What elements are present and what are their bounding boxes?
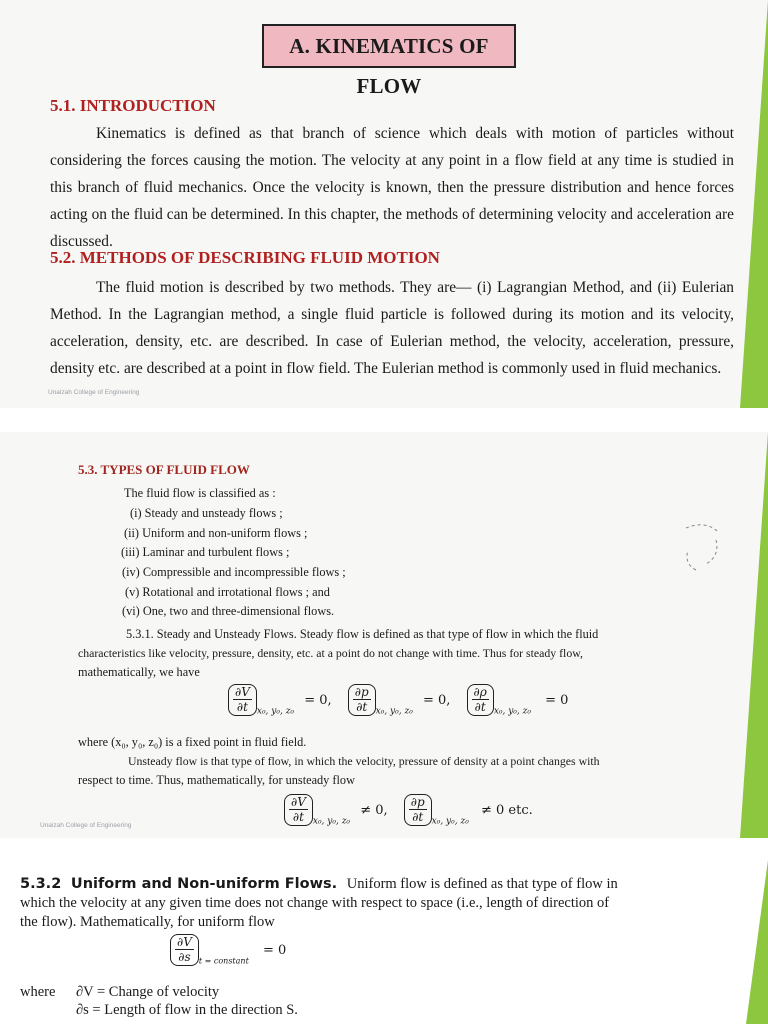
definition-dv: ∂V = Change of velocity (76, 984, 220, 1000)
list-item: (ii) Uniform and non-uniform flows ; (124, 526, 308, 540)
uniform-flow-heading-line (20, 876, 618, 893)
fixed-point-note: where (x₀, y₀, z₀) is a fixed point in fluid field. (78, 735, 307, 749)
section-heading-uniform: Uniform and Non-uniform Flows. (70, 876, 338, 892)
slide-footer: Unaizah College of Engineering (48, 389, 140, 396)
green-accent-bar (746, 860, 768, 1024)
chapter-title: A. KINEMATICS OF FLOW (262, 24, 516, 68)
slide-types-of-flow (0, 432, 768, 838)
uniform-definition-line: which the velocity at any given time does not change with respect to space (i.e., length of direction of (20, 895, 610, 911)
definition-ds: ∂s = Length of flow in the direction S. (76, 1002, 298, 1018)
slide-gap (0, 408, 768, 432)
methods-paragraph: The fluid motion is described by two methods. They are— (i) Lagrangian Method, and (ii) Eulerian Method. In the Lagrangian method, a single fluid particle is followed during its motion and its velocity, acceleration, density, etc. are described. In case of Eulerian method, the velocity, acceleration, pressure, density etc. are described at a point in flow field. The Eulerian method is commonly used in fluid mechanics. (50, 279, 734, 377)
green-accent-bar (740, 0, 768, 408)
uniform-definition-line: the flow). Mathematically, for uniform flow (20, 914, 275, 930)
pencil-scribble-mark (676, 520, 726, 580)
steady-flow-equation: $\frac{\partial V}{\partial t} _{x_0, y_0, z_0} = 0$, $\frac{\partial p}{\partial t} _{x_0, y_0, z_0} = 0$, $\frac{\partial\rho}{\partial t} _{x_0, y_0, z_0} = 0$ (228, 684, 568, 717)
section-heading-types: 5.3. TYPES OF FLUID FLOW (78, 462, 250, 477)
section-number: 5.3.2 (20, 876, 62, 892)
uniform-definition-text: Uniform flow is defined as that type of flow in (346, 876, 618, 892)
slide-footer: Unaizah College of Engineering (40, 822, 132, 829)
list-item: (iv) Compressible and incompressible flows ; (122, 565, 346, 579)
classification-intro: The fluid flow is classified as : (124, 486, 276, 500)
slide-introduction (0, 0, 768, 408)
list-item: (vi) One, two and three-dimensional flows. (122, 604, 335, 618)
list-item: (v) Rotational and irrotational flows ; and (125, 585, 330, 599)
unsteady-definition-line: respect to time. Thus, mathematically, for unsteady flow (78, 773, 355, 787)
unsteady-flow-equation: $\frac{\partial V}{\partial t} _{x_0, y_0, z_0} \ne 0$, $\frac{\partial p}{\partial t} _{x_0, y_0, z_0} \ne 0$ etc. (284, 794, 533, 827)
introduction-paragraph: Kinematics is defined as that branch of science which deals with motion of particles without considering the forces causing the motion. The velocity at any point in a flow field at any time is studied in this branch of fluid mechanics. Once the velocity is known, then the pressure distribution and hence forces acting on the fluid can be determined. In this chapter, the methods of determining velocity and acceleration are discussed. (50, 125, 734, 250)
list-item: (iii) Laminar and turbulent flows ; (121, 545, 290, 559)
steady-definition-line: mathematically, we have (78, 665, 200, 679)
section-heading-methods: 5.2. METHODS OF DESCRIBING FLUID MOTION (50, 248, 440, 267)
where-label: where (20, 984, 56, 1000)
uniform-flow-equation: $\frac{\partial V}{\partial s} _{t = constant} = 0$ (170, 934, 286, 966)
slide-gap (0, 838, 768, 860)
list-item: (i) Steady and unsteady flows ; (130, 506, 283, 520)
steady-definition-line: 5.3.1. Steady and Unsteady Flows. Steady flow is defined as that type of flow in which the fluid (126, 627, 599, 641)
slide-uniform-flow (0, 860, 768, 1024)
steady-definition-line: characteristics like velocity, pressure, density, etc. at a point do not change with time. Thus for steady flow, (78, 646, 583, 660)
green-accent-bar (740, 432, 768, 838)
unsteady-definition-line: Unsteady flow is that type of flow, in which the velocity, pressure of density at a point changes with (128, 754, 600, 768)
section-heading-introduction: 5.1. INTRODUCTION (50, 96, 216, 115)
